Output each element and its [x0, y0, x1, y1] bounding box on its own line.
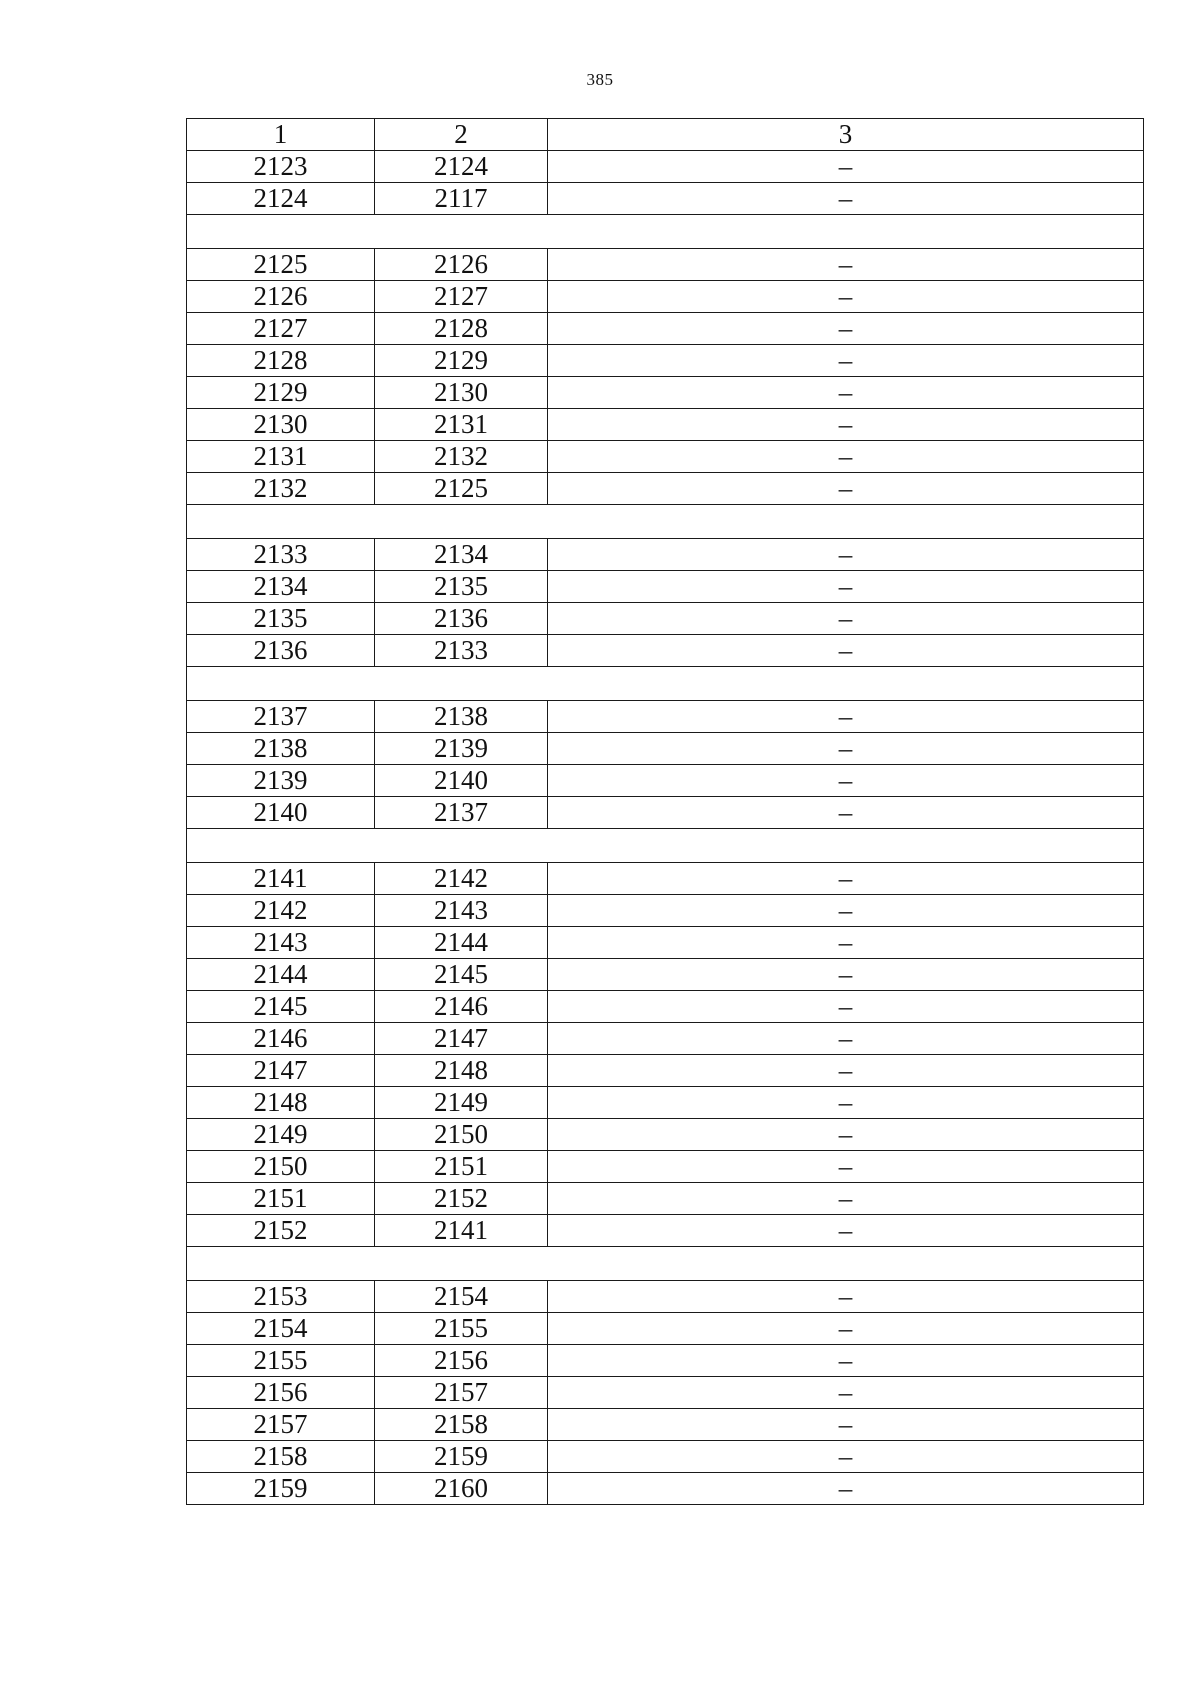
- table-cell-col-2: 2117: [375, 183, 548, 215]
- table-cell-col-1: 2144: [187, 959, 375, 991]
- table-row: [187, 571, 1144, 603]
- table-cell-col-2: 2151: [375, 1151, 548, 1183]
- table-cell-col-1: 2131: [187, 441, 375, 473]
- table-cell-col-3: –: [548, 249, 1144, 281]
- table-cell-col-2: 2149: [375, 1087, 548, 1119]
- table-cell-col-3: –: [548, 441, 1144, 473]
- table-cell-col-1: 2123: [187, 151, 375, 183]
- table-row: [187, 765, 1144, 797]
- table-cell-col-3: –: [548, 1441, 1144, 1473]
- table-cell-col-1: 2147: [187, 1055, 375, 1087]
- table-cell-col-2: 2128: [375, 313, 548, 345]
- table-row: [187, 733, 1144, 765]
- table-cell-col-1: 2152: [187, 1215, 375, 1247]
- table-cell-col-1: 2150: [187, 1151, 375, 1183]
- table-cell-col-2: 2127: [375, 281, 548, 313]
- table-cell-col-1: 2159: [187, 1473, 375, 1505]
- table-cell-col-2: 2134: [375, 539, 548, 571]
- table-cell-col-1: 2151: [187, 1183, 375, 1215]
- table-cell-col-3: –: [548, 571, 1144, 603]
- table-cell-col-2: 2152: [375, 1183, 548, 1215]
- table-cell-col-1: 2128: [187, 345, 375, 377]
- table-cell-col-1: 2139: [187, 765, 375, 797]
- table-cell-col-3: –: [548, 635, 1144, 667]
- table-row: [187, 345, 1144, 377]
- table-cell-col-1: 2154: [187, 1313, 375, 1345]
- table-cell-col-2: 2158: [375, 1409, 548, 1441]
- table-cell-col-2: 2136: [375, 603, 548, 635]
- table-row: [187, 797, 1144, 829]
- table-row: [187, 441, 1144, 473]
- table-cell-col-1: 2130: [187, 409, 375, 441]
- table-cell-col-1: 2132: [187, 473, 375, 505]
- table-cell-col-3: –: [548, 863, 1144, 895]
- table-row: [187, 603, 1144, 635]
- table-cell-col-2: 2148: [375, 1055, 548, 1087]
- table-cell-col-1: 2134: [187, 571, 375, 603]
- table-cell-col-1: 2124: [187, 183, 375, 215]
- table-cell-col-2: 2137: [375, 797, 548, 829]
- table-cell-col-2: 2144: [375, 927, 548, 959]
- table-cell-col-1: 2135: [187, 603, 375, 635]
- header-cell-2: 2: [375, 119, 548, 151]
- table-cell-col-1: 2148: [187, 1087, 375, 1119]
- table-cell-col-2: 2125: [375, 473, 548, 505]
- table-row: [187, 409, 1144, 441]
- table-cell-col-3: –: [548, 1409, 1144, 1441]
- header-row: [187, 119, 1144, 151]
- table-row: [187, 1313, 1144, 1345]
- table-cell-col-3: –: [548, 183, 1144, 215]
- table-cell-col-1: 2126: [187, 281, 375, 313]
- table-cell-col-2: 2146: [375, 991, 548, 1023]
- table-row: [187, 183, 1144, 215]
- table-row: [187, 1087, 1144, 1119]
- table-cell-col-2: 2156: [375, 1345, 548, 1377]
- table-cell-col-2: 2126: [375, 249, 548, 281]
- table-cell-col-2: 2143: [375, 895, 548, 927]
- table-cell-col-1: 2149: [187, 1119, 375, 1151]
- table-cell-col-3: –: [548, 733, 1144, 765]
- table-row: [187, 1215, 1144, 1247]
- table-cell-col-1: 2137: [187, 701, 375, 733]
- table-row: [187, 1183, 1144, 1215]
- table-row: [187, 1441, 1144, 1473]
- table-row: [187, 1281, 1144, 1313]
- table-cell-col-2: 2147: [375, 1023, 548, 1055]
- table-row: [187, 1119, 1144, 1151]
- table-cell-col-3: –: [548, 313, 1144, 345]
- table-cell-col-3: –: [548, 1281, 1144, 1313]
- table-cell-col-1: 2125: [187, 249, 375, 281]
- table-cell-col-3: –: [548, 1183, 1144, 1215]
- table-row: [187, 1345, 1144, 1377]
- table-cell-col-2: 2133: [375, 635, 548, 667]
- data-table: [186, 118, 1144, 1505]
- table-row: [187, 1377, 1144, 1409]
- table-cell-col-1: 2157: [187, 1409, 375, 1441]
- table-cell-col-3: –: [548, 701, 1144, 733]
- table-cell-col-2: 2160: [375, 1473, 548, 1505]
- group-separator-cell: [187, 667, 1144, 701]
- table-row: [187, 249, 1144, 281]
- table-cell-col-3: –: [548, 1151, 1144, 1183]
- table-cell-col-3: –: [548, 539, 1144, 571]
- table-cell-col-3: –: [548, 1087, 1144, 1119]
- table-cell-col-1: 2141: [187, 863, 375, 895]
- data-table-container: [186, 118, 1144, 1505]
- table-cell-col-2: 2129: [375, 345, 548, 377]
- group-separator-cell: [187, 215, 1144, 249]
- table-row: [187, 281, 1144, 313]
- table-row: [187, 1023, 1144, 1055]
- table-cell-col-2: 2157: [375, 1377, 548, 1409]
- table-cell-col-2: 2155: [375, 1313, 548, 1345]
- table-row: [187, 701, 1144, 733]
- table-cell-col-1: 2153: [187, 1281, 375, 1313]
- table-row: [187, 1473, 1144, 1505]
- group-separator-row: [187, 829, 1144, 863]
- table-row: [187, 635, 1144, 667]
- table-cell-col-1: 2140: [187, 797, 375, 829]
- table-row: [187, 863, 1144, 895]
- table-row: [187, 991, 1144, 1023]
- table-cell-col-2: 2145: [375, 959, 548, 991]
- group-separator-row: [187, 215, 1144, 249]
- table-cell-col-1: 2158: [187, 1441, 375, 1473]
- table-row: [187, 1055, 1144, 1087]
- table-cell-col-3: –: [548, 1345, 1144, 1377]
- table-cell-col-3: –: [548, 1473, 1144, 1505]
- table-cell-col-3: –: [548, 603, 1144, 635]
- table-cell-col-2: 2154: [375, 1281, 548, 1313]
- table-cell-col-1: 2143: [187, 927, 375, 959]
- table-cell-col-1: 2133: [187, 539, 375, 571]
- table-row: [187, 895, 1144, 927]
- table-cell-col-1: 2145: [187, 991, 375, 1023]
- group-separator-cell: [187, 505, 1144, 539]
- table-cell-col-1: 2155: [187, 1345, 375, 1377]
- table-cell-col-2: 2131: [375, 409, 548, 441]
- table-cell-col-2: 2138: [375, 701, 548, 733]
- table-cell-col-3: –: [548, 281, 1144, 313]
- table-cell-col-3: –: [548, 1055, 1144, 1087]
- table-cell-col-2: 2132: [375, 441, 548, 473]
- table-cell-col-3: –: [548, 765, 1144, 797]
- header-cell-3: 3: [548, 119, 1144, 151]
- table-cell-col-2: 2135: [375, 571, 548, 603]
- table-cell-col-3: –: [548, 1377, 1144, 1409]
- table-row: [187, 151, 1144, 183]
- table-cell-col-3: –: [548, 797, 1144, 829]
- table-cell-col-2: 2140: [375, 765, 548, 797]
- page-number: 385: [586, 70, 614, 89]
- table-cell-col-2: 2130: [375, 377, 548, 409]
- table-cell-col-3: –: [548, 1313, 1144, 1345]
- table-cell-col-3: –: [548, 927, 1144, 959]
- group-separator-cell: [187, 829, 1144, 863]
- table-cell-col-1: 2127: [187, 313, 375, 345]
- table-cell-col-3: –: [548, 1215, 1144, 1247]
- table-row: [187, 959, 1144, 991]
- table-row: [187, 1409, 1144, 1441]
- header-cell-1: 1: [187, 119, 375, 151]
- table-cell-col-3: –: [548, 895, 1144, 927]
- table-cell-col-1: 2146: [187, 1023, 375, 1055]
- table-cell-col-2: 2159: [375, 1441, 548, 1473]
- group-separator-cell: [187, 1247, 1144, 1281]
- table-cell-col-2: 2139: [375, 733, 548, 765]
- table-row: [187, 539, 1144, 571]
- table-cell-col-3: –: [548, 345, 1144, 377]
- table-cell-col-3: –: [548, 473, 1144, 505]
- table-cell-col-1: 2129: [187, 377, 375, 409]
- table-cell-col-2: 2150: [375, 1119, 548, 1151]
- table-cell-col-2: 2124: [375, 151, 548, 183]
- table-cell-col-2: 2142: [375, 863, 548, 895]
- group-separator-row: [187, 667, 1144, 701]
- table-cell-col-1: 2138: [187, 733, 375, 765]
- table-cell-col-1: 2136: [187, 635, 375, 667]
- table-row: [187, 927, 1144, 959]
- table-row: [187, 313, 1144, 345]
- table-cell-col-2: 2141: [375, 1215, 548, 1247]
- table-cell-col-3: –: [548, 959, 1144, 991]
- table-cell-col-3: –: [548, 1023, 1144, 1055]
- table-cell-col-3: –: [548, 1119, 1144, 1151]
- table-cell-col-3: –: [548, 151, 1144, 183]
- table-cell-col-3: –: [548, 377, 1144, 409]
- group-separator-row: [187, 505, 1144, 539]
- group-separator-row: [187, 1247, 1144, 1281]
- table-row: [187, 473, 1144, 505]
- table-cell-col-1: 2156: [187, 1377, 375, 1409]
- table-row: [187, 1151, 1144, 1183]
- table-cell-col-3: –: [548, 409, 1144, 441]
- table-row: [187, 377, 1144, 409]
- table-cell-col-3: –: [548, 991, 1144, 1023]
- table-cell-col-1: 2142: [187, 895, 375, 927]
